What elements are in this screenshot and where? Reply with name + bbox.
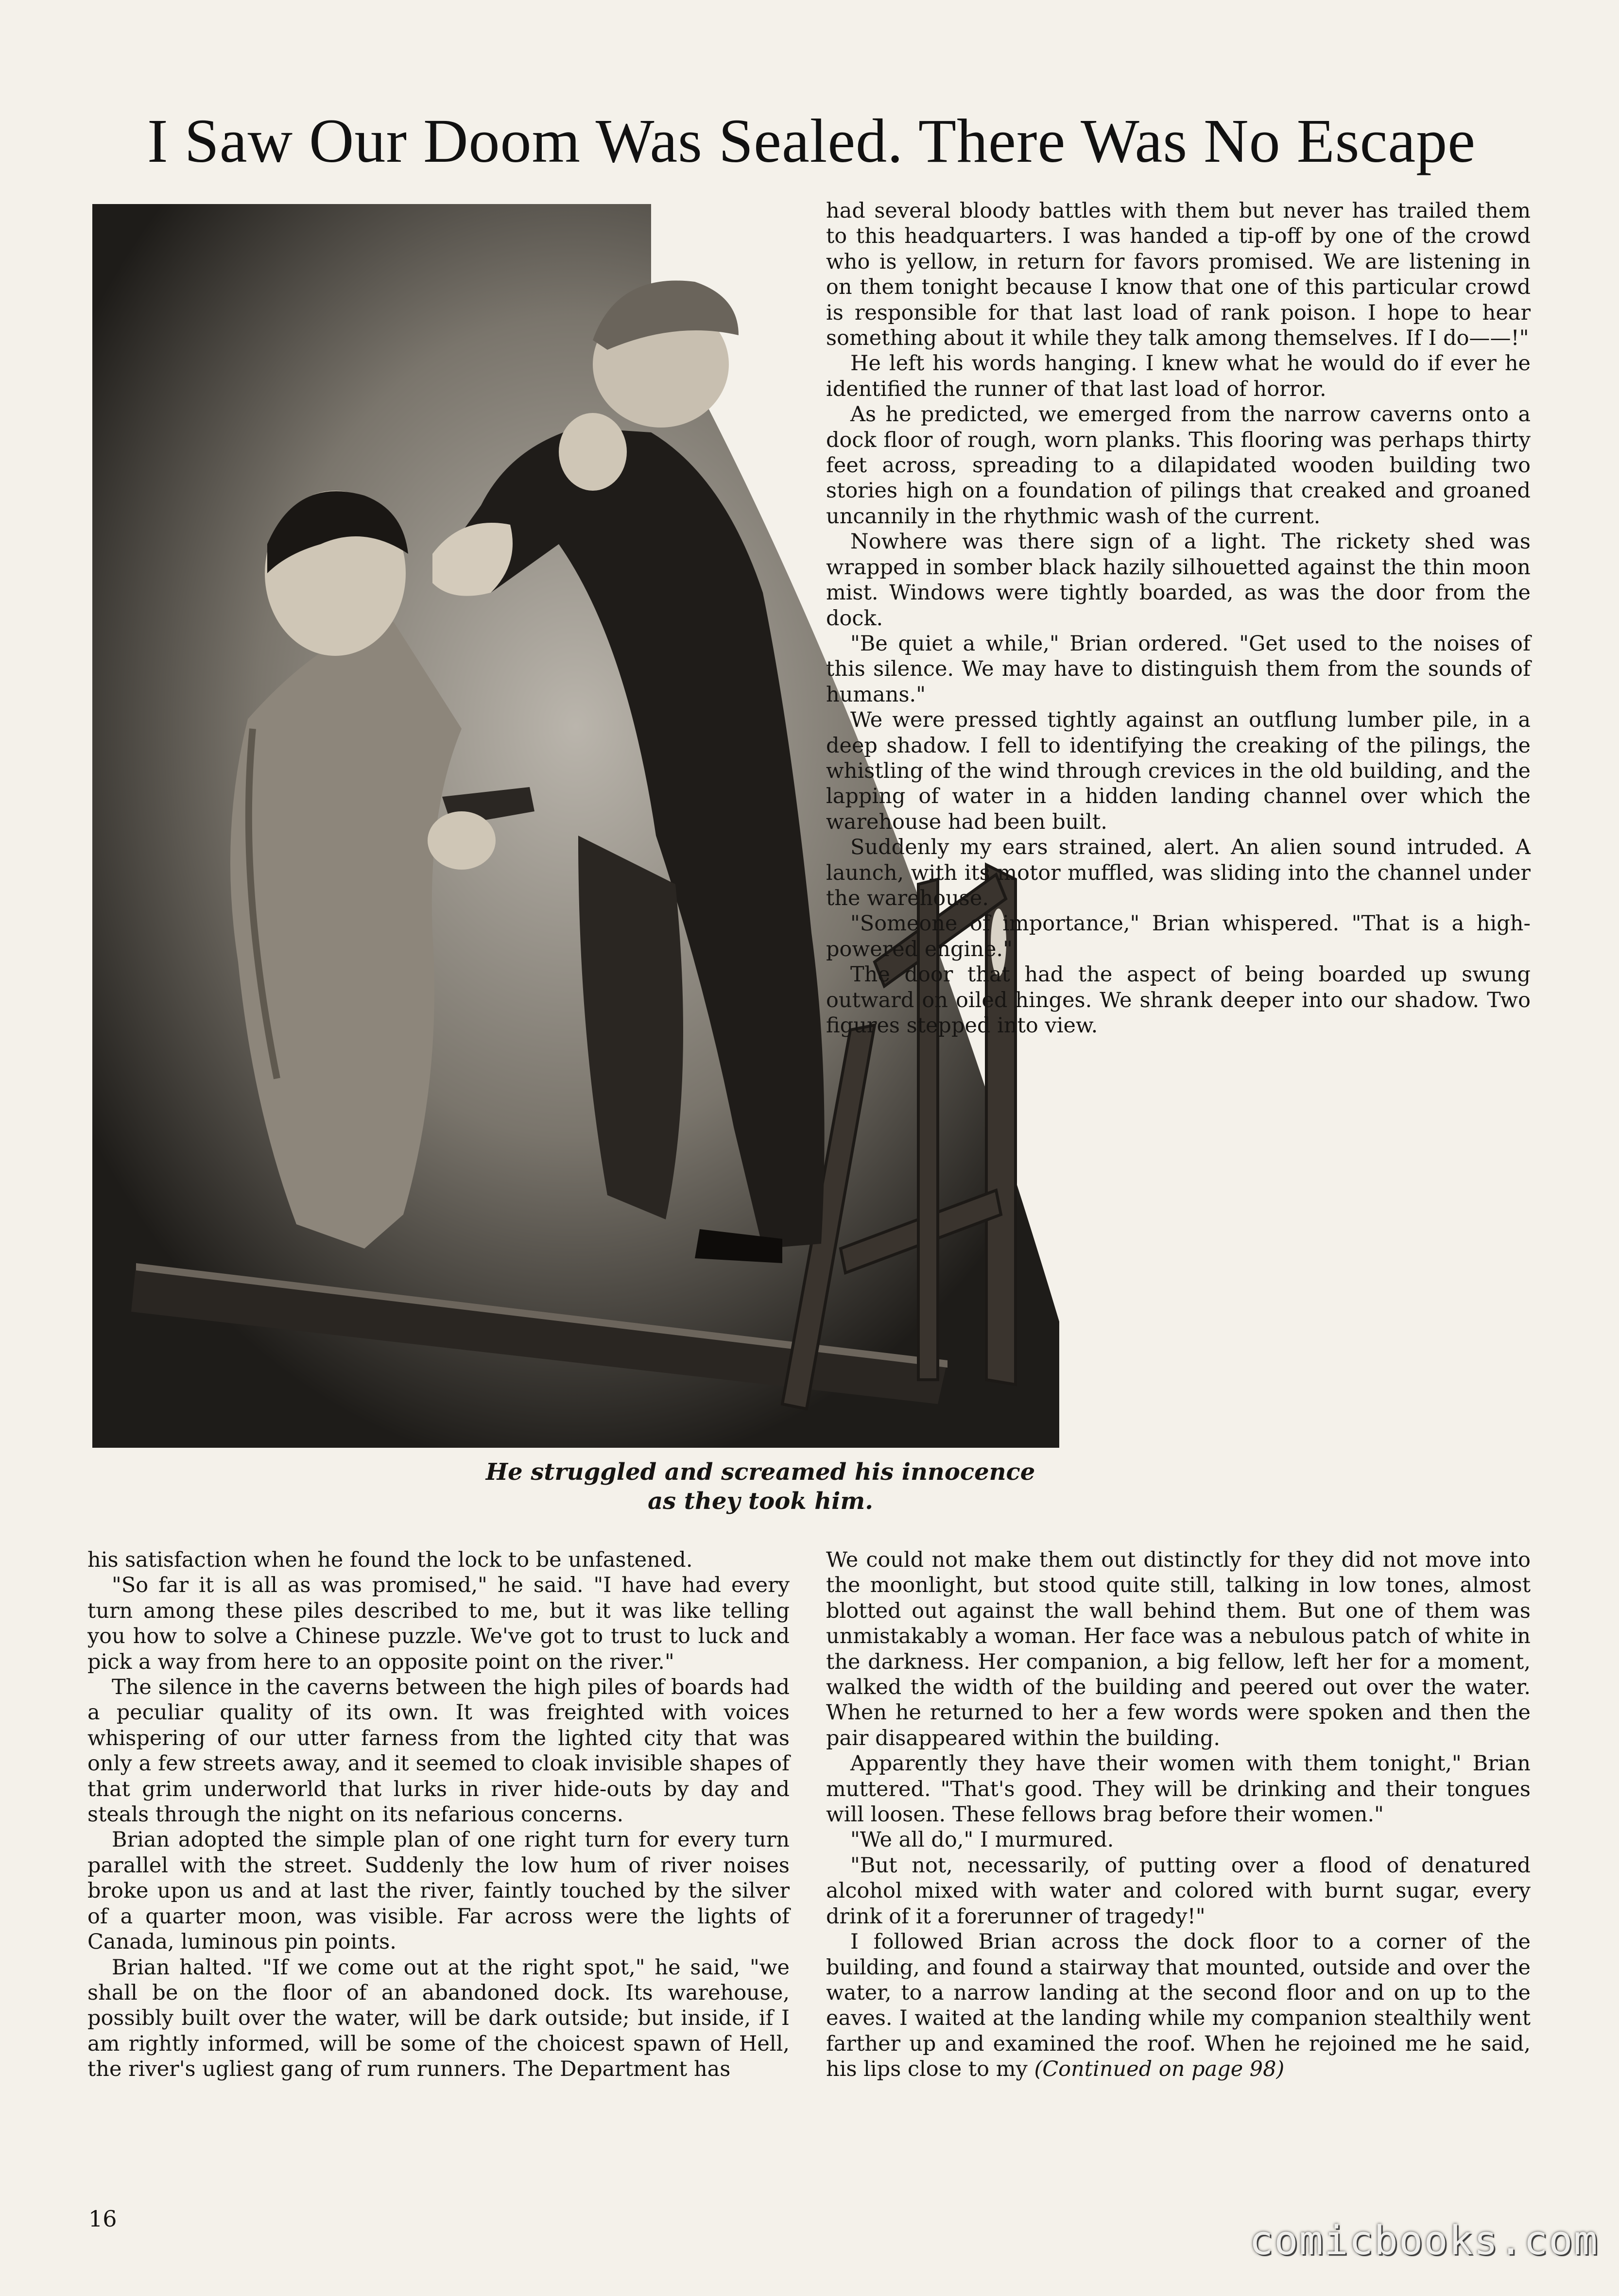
paragraph: "So far it is all as was promised," he said. "I have had every turn among these piles described to me, but it was like telling you how to solve a Chinese puzzle. We've got to trust to luck and pick a way from here to an opposite point on the river." (87, 1573, 790, 1674)
text-column-left-bottom (87, 1547, 790, 2082)
paragraph: "We all do," I murmured. (850, 1828, 1114, 1852)
continued-note: (Continued on page 98) (1034, 2057, 1285, 2082)
paragraph: The door that had the aspect of being boarded up swung outward on oiled hinges. We shrank deeper into our shadow. Two figures stepped into view. (826, 962, 1531, 1038)
paragraph: We could not make them out distinctly for they did not move into the moonlight, but stood quite still, talking in low tones, almost blotted out against the wall behind them. But one of them was unmistakably a woman. Her face was a nebulous patch of white in the darkness. Her companion, a big fellow, left her for a moment, walked the width of the building and peered out over the water. When he returned to her a few words were spoken and then the pair disappeared within the building. (826, 1548, 1531, 1750)
paragraph: Apparently they have their women with them tonight," Brian muttered. "That's good. They will be drinking and their tongues will loosen. These fellows brag before their women." (826, 1751, 1531, 1827)
paragraph: Suddenly my ears strained, alert. An alien sound intruded. A launch, with its motor muffled, was sliding into the channel under the warehouse. (826, 835, 1531, 910)
text-column-right-bottom (826, 1547, 1531, 2082)
paragraph: "But not, necessarily, of putting over a flood of denatured alcohol mixed with water and colored with burnt sugar, every drink of it a forerunner of tragedy!" (826, 1853, 1531, 1929)
paragraph: "Be quiet a while," Brian ordered. "Get used to the noises of this silence. We may have to distinguish them from the sounds of humans." (826, 631, 1531, 707)
text-column-right-top (826, 198, 1531, 1038)
paragraph-text: I followed Brian across the dock floor to a corner of the building, and found a stairway that mounted, outside and over the water, to a narrow landing at the second floor and on up to the eaves. I waited at the landing while my companion stealthily went farther up and examined the roof. When he rejoined me he said, his lips close to my (826, 1930, 1531, 2082)
paragraph: Nowhere was there sign of a light. The rickety shed was wrapped in somber black hazily silhouetted against the thin moon mist. Windows were tightly boarded, as was the door from the dock. (826, 530, 1531, 631)
page-number: 16 (88, 2206, 117, 2232)
paragraph: Brian halted. "If we come out at the right spot," he said, "we shall be on the floor of an abandoned dock. Its warehouse, possibly built over the water, will be dark outside; but inside, if I am rightly informed, will be some of the choicest spawn of Hell, the river's ugliest gang of rum runners. The Department has (87, 1955, 790, 2082)
caption-line-2: as they took him. (648, 1488, 873, 1515)
paragraph: Brian adopted the simple plan of one right turn for every turn parallel with the street. Suddenly the low hum of river noises broke upon us and at last the river, faintly touched by the silver of a quarter moon, was visible. Far across were the lights of Canada, luminous pin points. (87, 1828, 790, 1954)
paragraph: He left his words hanging. I knew what he would do if ever he identified the runner of that last load of horror. (826, 351, 1531, 401)
paragraph (826, 1929, 1531, 2082)
paragraph: The silence in the caverns between the high piles of boards had a peculiar quality of its own. It was freighted with voices whispering of our utter farness from the lighted city that was only a few streets away, and it seemed to cloak invisible shapes of that grim underworld that lurks in river hide-outs by day and steals through the night on its nefarious concerns. (87, 1675, 790, 1827)
paragraph: his satisfaction when he found the lock to be unfastened. (87, 1548, 693, 1572)
paragraph: "Someone of importance," Brian whispered. "That is a high-powered engine." (826, 911, 1531, 961)
paragraph: We were pressed tightly against an outflung lumber pile, in a deep shadow. I fell to identifying the creaking of the pilings, the whistling of the wind through crevices in the old building, and the lapping of water in a hidden landing channel over which the warehouse had been built. (826, 708, 1531, 834)
headline: I Saw Our Doom Was Sealed. There Was No Escape (147, 106, 1476, 175)
caption-line-1: He struggled and screamed his innocence (485, 1458, 1035, 1486)
paragraph: As he predicted, we emerged from the narrow caverns onto a dock floor of rough, worn planks. This flooring was perhaps thirty feet across, spreading to a dilapidated wooden building two stories high on a foundation of pilings that creaked and groaned uncannily in the rhythmic wash of the current. (826, 402, 1531, 529)
photo-caption (437, 1457, 1084, 1516)
watermark: comicbooks.com (1249, 2218, 1599, 2264)
paragraph: had several bloody battles with them but never has trailed them to this headquarters. I was handed a tip-off by one of the crowd who is yellow, in return for favors promised. We are listening in on them tonight because I know that one of this particular crowd is responsible for that last load of rank poison. I hope to hear something about it while they talk among themselves. If I do——!" (826, 199, 1531, 351)
